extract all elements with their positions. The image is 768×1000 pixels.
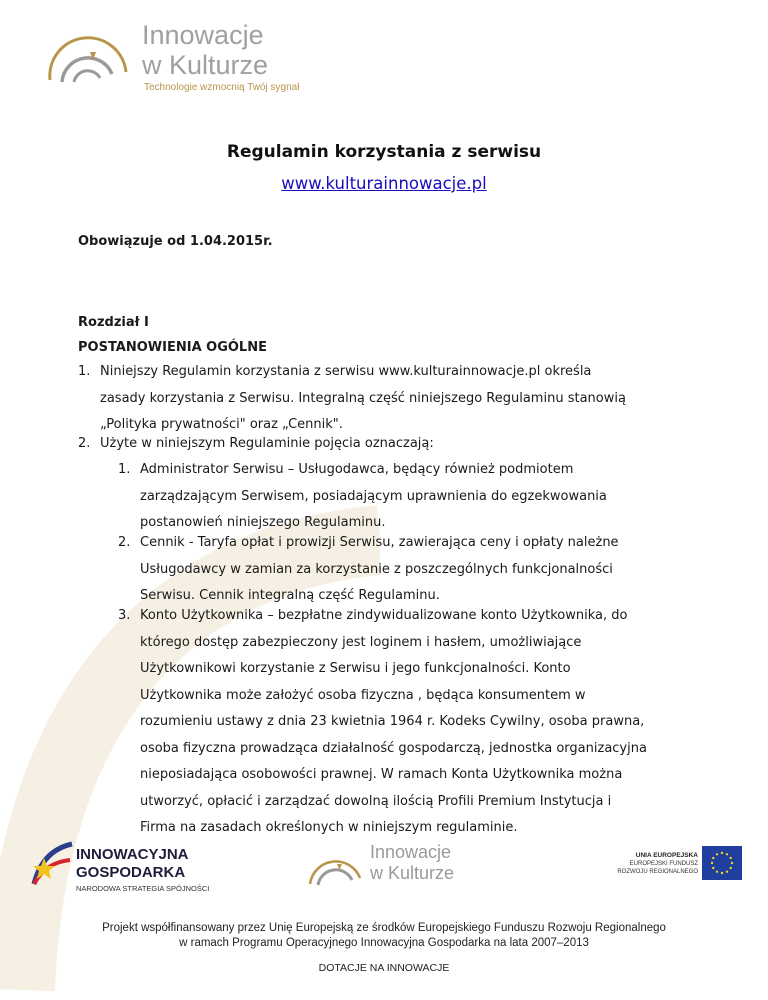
sub-2-line-2: Usługodawcy w zamian za korzystanie z poszczególnych funkcjonalności xyxy=(140,561,613,577)
ig-line-3: NARODOWA STRATEGIA SPÓJNOŚCI xyxy=(76,884,210,893)
footer-logo-arc-icon xyxy=(304,844,366,888)
item-2-number: 2. xyxy=(78,436,91,451)
footer-brand-logo xyxy=(304,842,474,892)
dotacje-label: DOTACJE NA INNOWACJE xyxy=(318,962,450,974)
item-1-number: 1. xyxy=(78,364,91,379)
sub-2-text xyxy=(140,530,690,583)
sub-3-number: 3. xyxy=(118,608,131,623)
item-1-text xyxy=(100,359,690,412)
item-2-text: Użyte w niniejszym Regulaminie pojęcia oznaczają: xyxy=(100,436,434,451)
item-1-line-1: Niniejszy Regulamin korzystania z serwisu www.kulturainnowacje.pl określa xyxy=(100,364,592,379)
sub-3-text xyxy=(140,603,690,815)
sub-3-line-7: nieposiadająca osobowości prawnej. W ramach Konta Użytkownika można xyxy=(140,767,623,782)
sub-1-line-3: postanowień niniejszego Regulaminu. xyxy=(140,515,386,530)
sub-3-line-1: Konto Użytkownika – bezpłatne zindywidualizowane konto Użytkownika, do xyxy=(140,608,628,623)
innowacyjna-gospodarka-logo xyxy=(30,838,230,898)
ig-line-2: GOSPODARKA xyxy=(76,864,186,881)
sub-2-line-3: Serwisu. Cennik integralną część Regulaminu. xyxy=(140,588,440,603)
section-heading: POSTANOWIENIA OGÓLNE xyxy=(78,340,267,355)
eu-line-3: ROZWOJU REGIONALNEGO xyxy=(617,869,698,875)
header-tagline: Technologie wzmocnią Twój sygnał xyxy=(144,82,300,93)
eu-flag-icon xyxy=(702,846,742,880)
chapter-heading: Rozdział I xyxy=(78,315,149,330)
sub-3-line-3: Użytkownikowi korzystanie z Serwisu i jego funkcjonalności. Konto xyxy=(140,661,571,676)
sub-1-line-2: zarządzającym Serwisem, posiadającym uprawnienia do egzekwowania xyxy=(140,488,607,504)
item-1-line-3: „Polityka prywatności" oraz „Cennik". xyxy=(100,417,343,432)
ig-line-1: INNOWACYJNA xyxy=(76,846,189,863)
header-brand-line2: w Kulturze xyxy=(142,50,269,80)
footer-brand-line2: w Kulturze xyxy=(370,863,455,883)
sub-3-line-5: rozumieniu ustawy z dnia 23 kwietnia 1964 r. Kodeks Cywilny, osoba prawna, xyxy=(140,714,645,729)
cofunding-line-1: Projekt współfinansowany przez Unię Europejską ze środków Europejskiego Funduszu Rozwoju Regionalnego xyxy=(102,922,666,934)
sub-1-number: 1. xyxy=(118,462,131,477)
sub-3-line-4: Użytkownika może założyć osoba fizyczna , będąca konsumentem w xyxy=(140,687,586,703)
logo-arc-icon xyxy=(40,22,136,88)
eu-line-1: UNIA EUROPEJSKA xyxy=(635,852,698,859)
item-1-line-2: zasady korzystania z Serwisu. Integralną część niniejszego Regulaminu stanowią xyxy=(100,390,626,406)
eu-line-2: EUROPEJSKI FUNDUSZ xyxy=(629,861,698,867)
eu-logo xyxy=(598,846,748,886)
sub-3-line-2: którego dostęp zabezpieczony jest loginem i hasłem, umożliwiające xyxy=(140,634,582,650)
cofunding-line-2: w ramach Programu Operacyjnego Innowacyjna Gospodarka na lata 2007–2013 xyxy=(179,937,589,949)
effective-date: Obowiązuje od 1.04.2015r. xyxy=(78,234,273,249)
sub-2-number: 2. xyxy=(118,535,131,550)
ig-star-icon xyxy=(30,840,74,890)
sub-3-line-8: utworzyć, opłacić i zarządzać dowolną ilością Profili Premium Instytucja i xyxy=(140,793,612,809)
sub-1-line-1: Administrator Serwisu – Usługodawca, będący również podmiotem xyxy=(140,462,574,477)
sub-3-line-6: osoba fizyczna prowadząca działalność gospodarczą, jednostka organizacyjna xyxy=(140,740,647,756)
header-logo xyxy=(40,18,300,98)
header-brand-line1: Innowacje xyxy=(142,20,264,50)
sub-2-line-1: Cennik - Taryfa opłat i prowizji Serwisu, zawierająca ceny i opłaty należne xyxy=(140,535,619,550)
document-title: Regulamin korzystania z serwisu xyxy=(226,142,542,162)
sub-1-text xyxy=(140,457,690,510)
footer-brand-line1: Innowacje xyxy=(370,842,452,862)
document-url-link[interactable]: www.kulturainnowacje.pl xyxy=(281,174,487,193)
sub-3-line-9: Firma na zasadach określonych w niniejszym regulaminie. xyxy=(140,820,518,835)
